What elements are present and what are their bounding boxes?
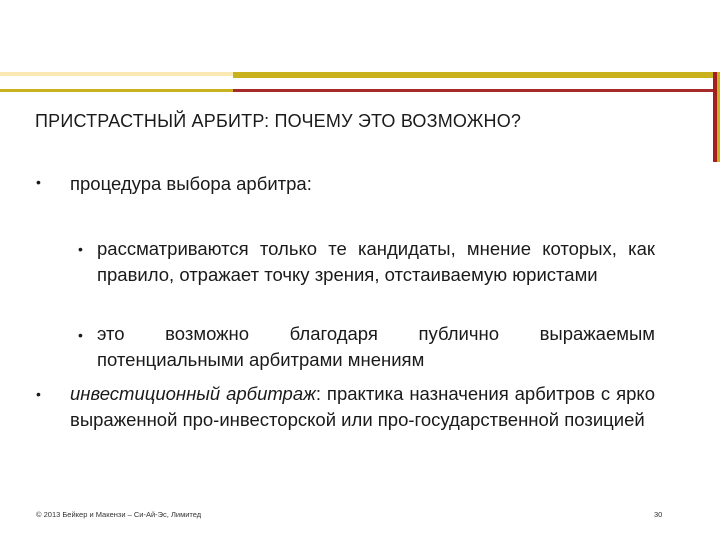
subbullet-2: •: [78, 327, 83, 343]
subpoint-2-text: это возможно благодаря публично выражаемым потенциальными арбитрами мнениям: [97, 323, 655, 370]
decor-bar-gold: [233, 72, 720, 78]
point-2-body: : практика назначения арбитров с ярко выраженной про-инвесторской или про-государственной позицией: [70, 383, 655, 430]
bullet-1: •: [36, 174, 41, 190]
decor-bar-gold-lower: [0, 89, 233, 92]
subbullet-1: •: [78, 241, 83, 257]
bullet-2: •: [36, 386, 41, 402]
point-2-lead: инвестиционный арбитраж: [70, 383, 316, 404]
point-1-text: процедура выбора арбитра:: [70, 173, 312, 194]
subpoint-1-text: рассматриваются только те кандидаты, мнение которых, как правило, отражает точку зрения, отстаиваемую юристами: [97, 238, 655, 285]
decor-bar-pale: [0, 72, 233, 76]
page-number: 30: [654, 510, 663, 519]
point-2-text: [70, 381, 655, 433]
footer-copyright: © 2013 Бейкер и Макензи – Си-Ай-Эс, Лимитед: [36, 510, 202, 519]
slide-title: ПРИСТРАСТНЫЙ АРБИТР: ПОЧЕМУ ЭТО ВОЗМОЖНО?: [35, 111, 522, 131]
decor-bar-red: [233, 89, 720, 92]
